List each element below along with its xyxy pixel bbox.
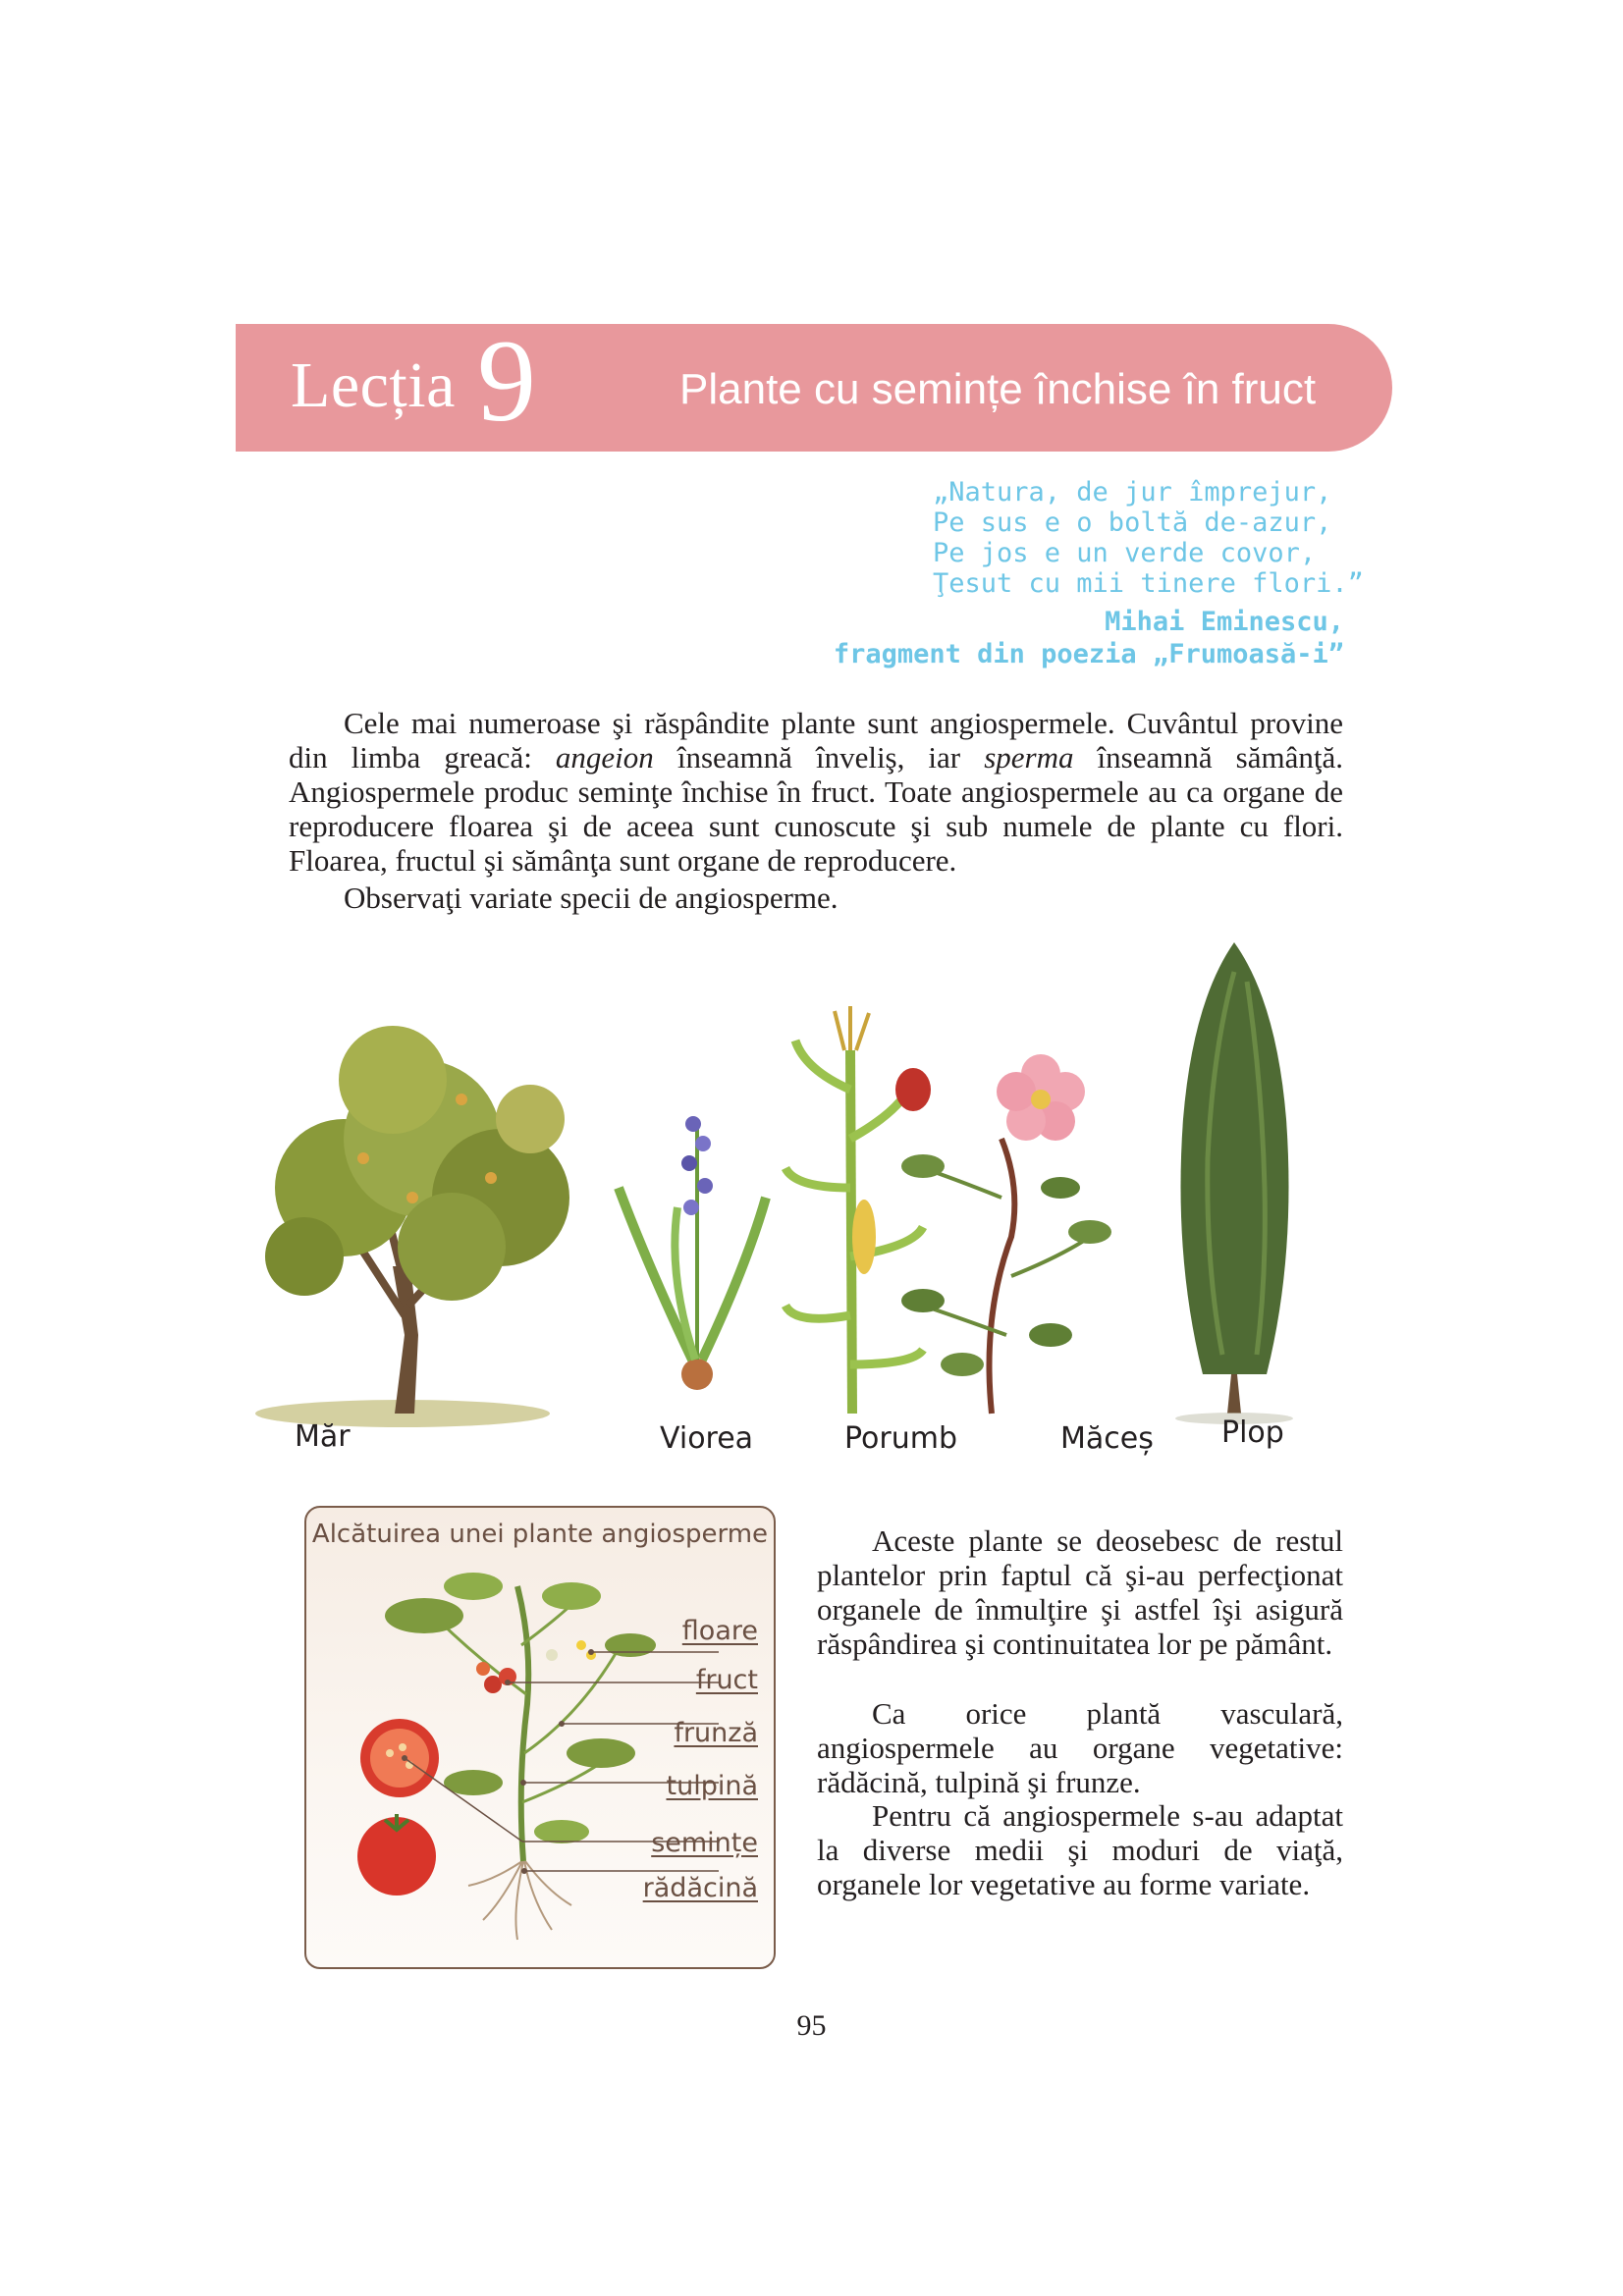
page-number: 95 (796, 2009, 827, 2042)
plant-label-mar: Măr (295, 1419, 351, 1454)
poem-line: Pe jos e un verde covor, (933, 538, 1317, 568)
plant-illustrations (236, 942, 1355, 1453)
poem (933, 477, 1364, 599)
observe-paragraph: Observaţi variate specii de angiosperme. (344, 881, 839, 915)
body-paragraph-1: Aceste plante se deosebesc de restul plantelor prin faptul că şi-au perfecţionat organele de înmulţire şi astfel îşi asigură răspândirea şi continuitatea lor pe pământ. (817, 1523, 1343, 1661)
lesson-title: Plante cu semințe închise în fruct (679, 365, 1317, 413)
plant-label-viorea: Viorea (660, 1421, 754, 1456)
apple-tree-illustration (255, 1026, 569, 1427)
viorea-illustration (619, 1116, 766, 1390)
body-paragraph-3: Pentru că angiospermele s-au adaptat la diverse medii şi moduri de viaţă, organele lor vegetative au forme variate. (817, 1798, 1343, 1901)
plop-illustration (1175, 942, 1293, 1424)
poem-source: fragment din poezia „Frumoasă-i” (833, 639, 1344, 669)
term-sperma: sperma (984, 740, 1074, 774)
intro-text: Cele mai numeroase şi răspândite plante sunt angiospermele. Cuvântul provine din limba greacă: (289, 706, 1343, 774)
intro-text: înseamnă sămânţă. Angiospermele produc seminţe închise în fruct. Toate angiospermele au ca organe de reproducere floarea şi de aceea sunt cunoscute şi sub numele de plante cu flori. Floarea, fructul şi sămânţa sunt organe de reproducere. (289, 740, 1343, 878)
plant-label-maces: Măceș (1060, 1421, 1154, 1456)
part-label-tulpina: tulpină (666, 1771, 758, 1801)
poem-line: Pe sus e o boltă de-azur, (933, 507, 1332, 538)
lesson-number: 9 (477, 315, 536, 446)
poem-line: Ţesut cu mii tinere flori.” (933, 568, 1364, 599)
poem-attribution (834, 606, 1344, 670)
part-label-frunza: frunză (674, 1718, 758, 1748)
body-paragraph-2: Ca orice plantă vasculară, angiospermele au organe vegetative: rădăcină, tulpină şi frunze. (817, 1696, 1343, 1799)
intro-text: înseamnă înveliş, iar (653, 740, 985, 774)
poem-line: „Natura, de jur împrejur, (933, 477, 1332, 507)
part-label-fruct: fruct (695, 1665, 758, 1695)
plant-label-plop: Plop (1221, 1415, 1284, 1450)
maces-illustration (895, 1054, 1111, 1414)
term-angeion: angeion (555, 740, 654, 774)
intro-paragraph (289, 706, 1343, 878)
diagram-title: Alcătuirea unei plante angiosperme (311, 1520, 769, 1549)
part-label-seminte: semințe (651, 1828, 758, 1858)
angiosperm-diagram (304, 1506, 776, 1969)
part-label-radacina: rădăcină (642, 1873, 758, 1903)
porumb-illustration (785, 1006, 923, 1414)
part-label-floare: floare (681, 1616, 758, 1646)
poem-author: Mihai Eminescu, (1105, 607, 1344, 637)
lesson-word: Lecția (291, 349, 456, 421)
plant-label-porumb: Porumb (844, 1421, 957, 1456)
